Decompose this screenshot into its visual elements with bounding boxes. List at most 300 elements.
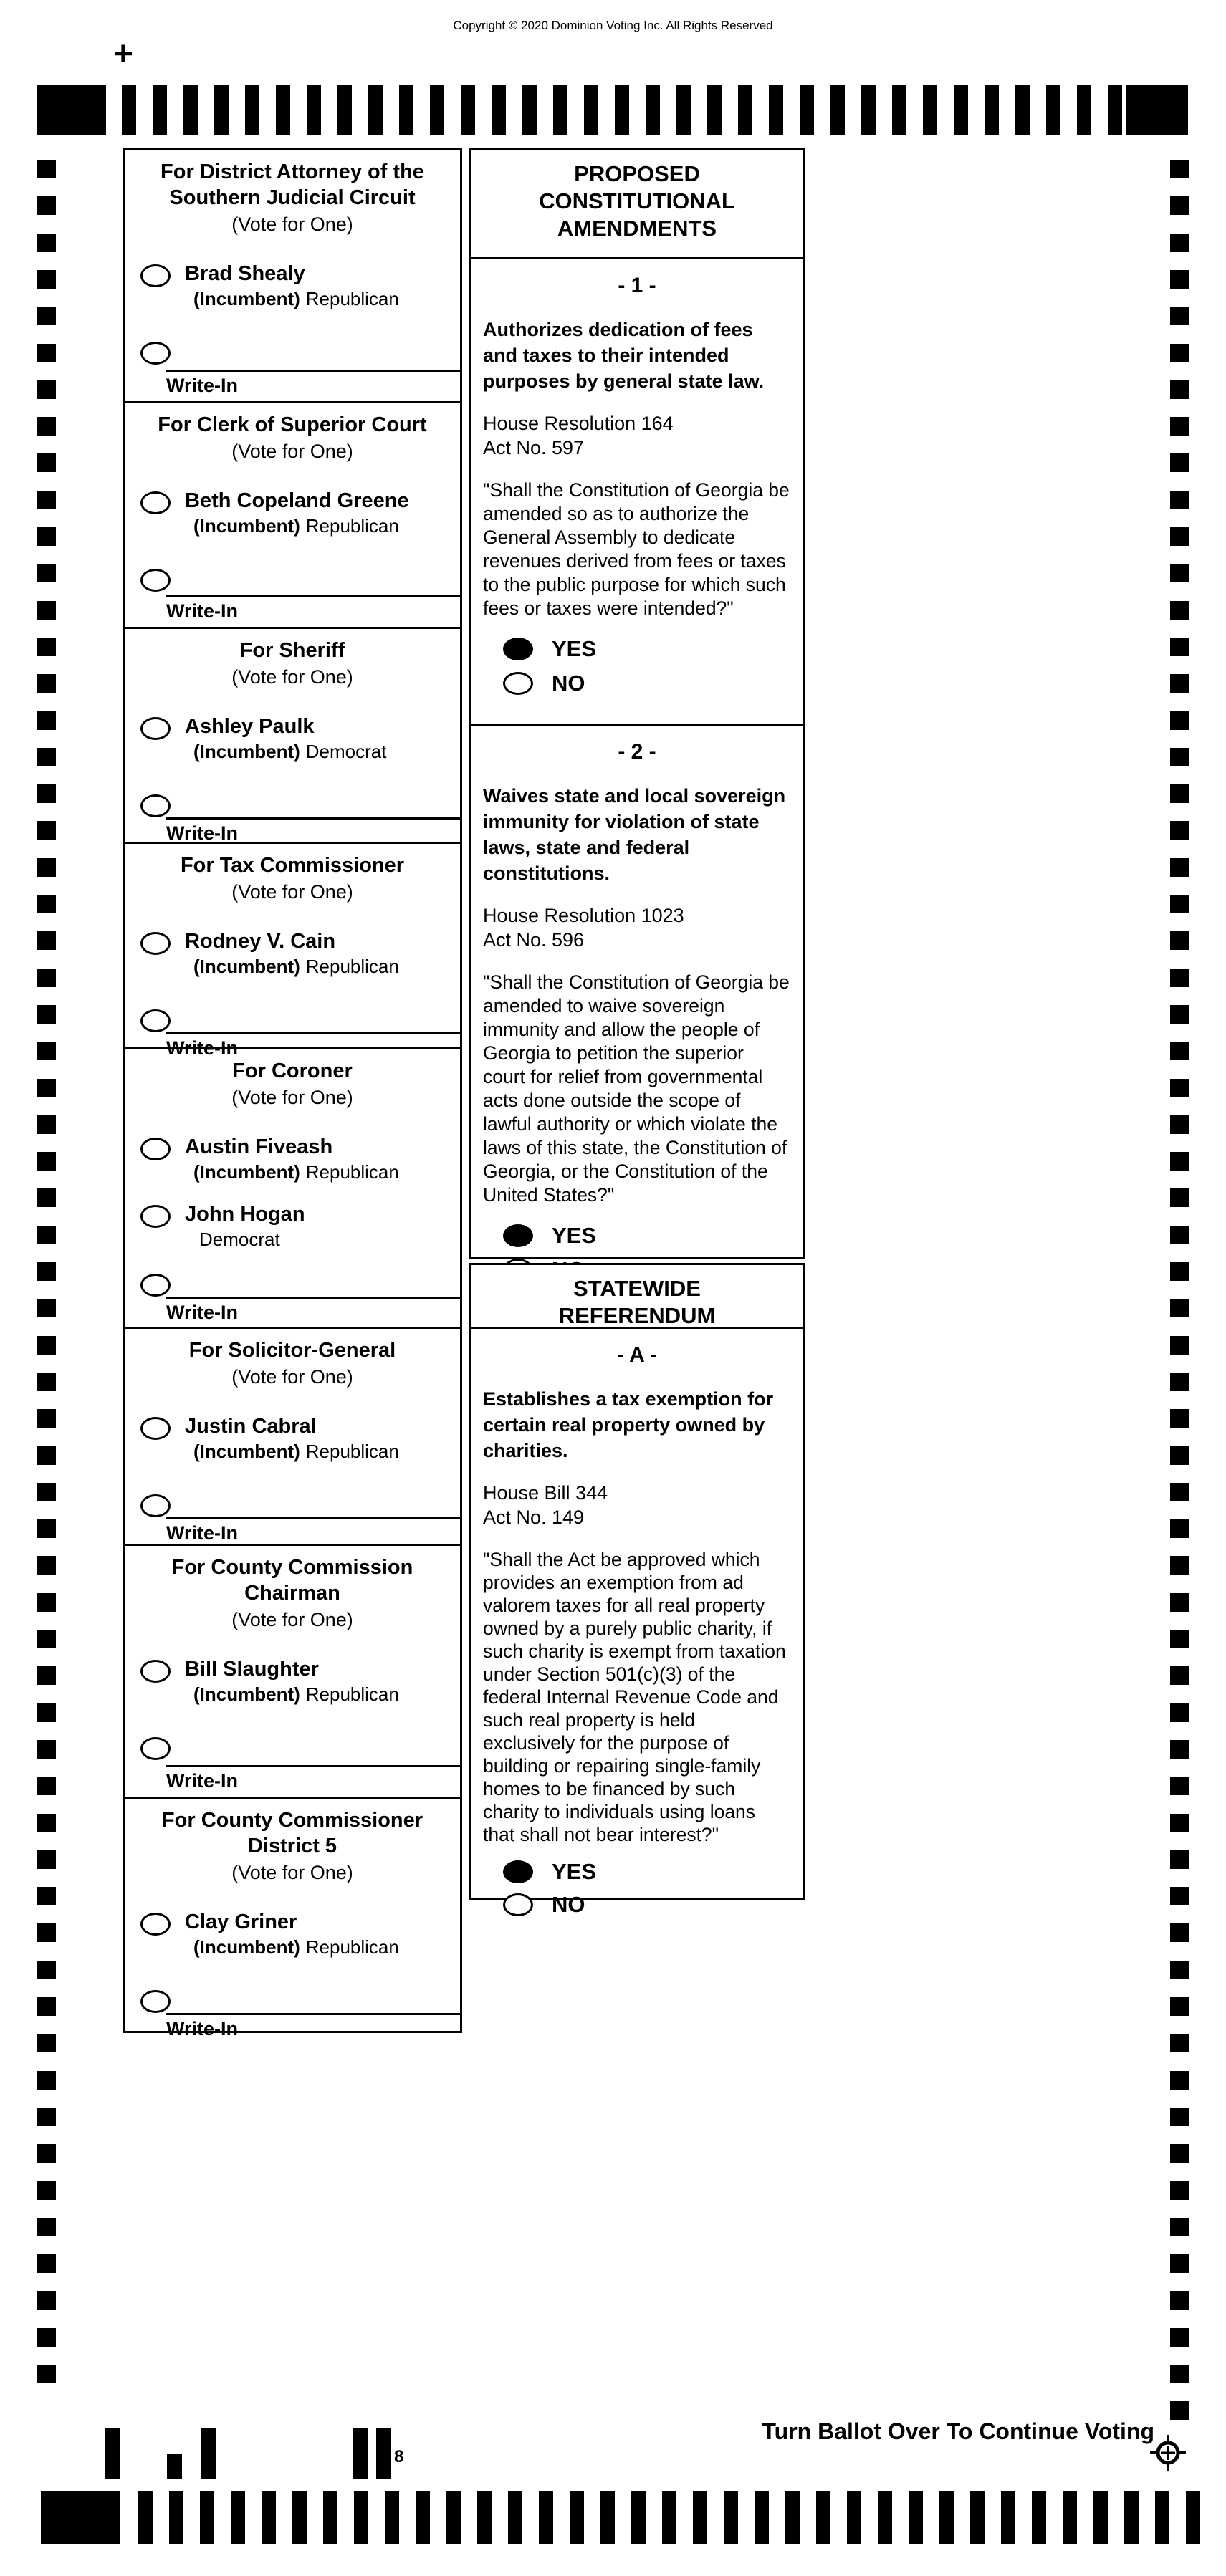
timing-square bbox=[1170, 821, 1189, 840]
timing-square bbox=[37, 601, 56, 620]
write-in-oval[interactable] bbox=[140, 1274, 171, 1297]
write-in-row bbox=[125, 1272, 460, 1297]
timing-square bbox=[1170, 2108, 1189, 2126]
timing-square bbox=[37, 895, 56, 913]
timing-square bbox=[37, 1593, 56, 1612]
timing-square bbox=[1170, 234, 1189, 252]
timing-square bbox=[1170, 1961, 1189, 1979]
timing-block-left bbox=[37, 85, 106, 135]
candidate-row bbox=[125, 489, 460, 537]
timing-square bbox=[37, 1666, 56, 1685]
vote-for-instruction: (Vote for One) bbox=[231, 1366, 353, 1388]
timing-square bbox=[1170, 931, 1189, 950]
timing-mark bbox=[923, 85, 937, 135]
candidate-party: (Incumbent) Republican bbox=[193, 1441, 399, 1462]
timing-square bbox=[37, 748, 56, 766]
timing-square bbox=[37, 2071, 56, 2090]
race-coroner bbox=[125, 1047, 460, 1327]
yes-choice-row bbox=[503, 1859, 791, 1885]
barcode-digit: 8 bbox=[394, 2447, 404, 2466]
referendum-a bbox=[471, 1329, 803, 1917]
no-label: NO bbox=[552, 671, 585, 696]
timing-square bbox=[37, 1483, 56, 1501]
timing-mark bbox=[769, 85, 783, 135]
timing-mark bbox=[307, 85, 321, 135]
timing-mark bbox=[785, 2491, 800, 2544]
measure-number: - A - bbox=[616, 1343, 658, 1367]
timing-square bbox=[1170, 380, 1189, 399]
timing-mark bbox=[909, 2491, 923, 2544]
timing-mark bbox=[492, 85, 506, 135]
timing-mark bbox=[570, 2491, 584, 2544]
timing-square bbox=[1170, 2218, 1189, 2236]
candidate-party: (Incumbent) Republican bbox=[193, 956, 399, 977]
measure-number: - 1 - bbox=[618, 274, 656, 297]
timing-square bbox=[37, 1777, 56, 1795]
timing-square bbox=[1170, 1630, 1189, 1648]
candidate-row bbox=[125, 1415, 460, 1462]
timing-square bbox=[37, 1703, 56, 1722]
timing-square bbox=[1170, 1115, 1189, 1134]
race-title: For Tax Commissioner bbox=[180, 854, 405, 877]
timing-mark bbox=[337, 85, 352, 135]
write-in-area bbox=[166, 1765, 460, 1792]
candidate-name: John Hogan bbox=[185, 1203, 305, 1226]
timing-square bbox=[1170, 858, 1189, 877]
timing-square bbox=[37, 1630, 56, 1648]
timing-square bbox=[37, 821, 56, 840]
yes-choice-row bbox=[503, 636, 791, 662]
write-in-oval[interactable] bbox=[140, 794, 171, 817]
timing-square bbox=[1170, 784, 1189, 803]
timing-square bbox=[37, 2034, 56, 2052]
candidate-oval[interactable] bbox=[140, 1417, 171, 1440]
timing-square bbox=[1170, 1483, 1189, 1501]
timing-square bbox=[1170, 1740, 1189, 1759]
timing-mark bbox=[292, 2491, 307, 2544]
write-in-row bbox=[125, 567, 460, 592]
write-in-row bbox=[125, 1492, 460, 1517]
timing-square bbox=[37, 234, 56, 252]
write-in-area bbox=[166, 2013, 460, 2040]
barcode-bar bbox=[105, 2428, 120, 2479]
candidate-row bbox=[125, 930, 460, 977]
write-in-oval[interactable] bbox=[140, 569, 171, 592]
race-tax-commissioner bbox=[125, 842, 460, 1059]
yes-label: YES bbox=[552, 1859, 597, 1884]
timing-square bbox=[1170, 895, 1189, 913]
timing-mark bbox=[323, 2491, 337, 2544]
timing-square bbox=[37, 1814, 56, 1832]
timing-mark bbox=[830, 85, 845, 135]
timing-square bbox=[37, 1850, 56, 1869]
timing-mark bbox=[430, 85, 444, 135]
candidate-name: Rodney V. Cain bbox=[185, 930, 336, 953]
write-in-oval[interactable] bbox=[140, 1009, 171, 1032]
write-in-oval[interactable] bbox=[140, 342, 171, 365]
timing-mark bbox=[1155, 2491, 1169, 2544]
candidate-party: (Incumbent) Republican bbox=[193, 288, 399, 309]
candidate-oval[interactable] bbox=[140, 1138, 171, 1160]
timing-square bbox=[37, 196, 56, 215]
candidate-oval[interactable] bbox=[140, 717, 171, 740]
timing-mark bbox=[385, 2491, 399, 2544]
write-in-area bbox=[166, 817, 460, 845]
timing-mark bbox=[354, 2491, 368, 2544]
write-in-label: Write-In bbox=[166, 822, 238, 844]
timing-square bbox=[37, 527, 56, 546]
turn-ballot-over-text: Turn Ballot Over To Continue Voting bbox=[762, 2418, 1154, 2444]
timing-mark bbox=[539, 2491, 553, 2544]
timing-block-bottom-left bbox=[41, 2491, 120, 2544]
yes-oval[interactable] bbox=[503, 1860, 533, 1883]
race-county-commission-chairman bbox=[125, 1544, 460, 1797]
timing-mark bbox=[1186, 2491, 1200, 2544]
contest-column bbox=[123, 148, 462, 2039]
timing-square bbox=[1170, 2034, 1189, 2052]
yes-label: YES bbox=[552, 1223, 597, 1248]
timing-square bbox=[1170, 2365, 1189, 2383]
timing-square bbox=[37, 1226, 56, 1244]
timing-square bbox=[1170, 1299, 1189, 1317]
vote-for-instruction: (Vote for One) bbox=[231, 441, 353, 462]
timing-square bbox=[1170, 969, 1189, 987]
race-sheriff bbox=[125, 627, 460, 842]
timing-mark bbox=[892, 85, 906, 135]
barcode-bar bbox=[167, 2454, 182, 2479]
measures-column-referendum bbox=[469, 1263, 805, 1917]
write-in-oval[interactable] bbox=[140, 1990, 171, 2013]
timing-square bbox=[37, 1997, 56, 2016]
referendum-header: STATEWIDE REFERENDUM bbox=[471, 1265, 803, 1329]
timing-mark bbox=[646, 85, 660, 135]
race-title: For Sheriff bbox=[239, 639, 345, 662]
race-title: For District Attorney of the Southern Judicial Circuit bbox=[161, 160, 424, 209]
timing-mark bbox=[1046, 85, 1060, 135]
timing-mark bbox=[1077, 85, 1091, 135]
timing-square bbox=[1170, 2144, 1189, 2163]
timing-square bbox=[1170, 748, 1189, 766]
candidate-row bbox=[125, 1203, 460, 1250]
timing-mark bbox=[693, 2491, 707, 2544]
write-in-label: Write-In bbox=[166, 375, 238, 396]
timing-square bbox=[1170, 1703, 1189, 1722]
race-district-attorney bbox=[125, 150, 460, 401]
candidate-name: Ashley Paulk bbox=[185, 715, 315, 738]
write-in-row bbox=[125, 1007, 460, 1032]
timing-mark bbox=[461, 85, 475, 135]
timing-square bbox=[1170, 2181, 1189, 2200]
timing-square bbox=[37, 491, 56, 509]
timing-square bbox=[37, 2328, 56, 2347]
timing-mark bbox=[122, 85, 136, 135]
race-title: For Solicitor-General bbox=[188, 1339, 396, 1362]
candidate-party: (Incumbent) Democrat bbox=[193, 741, 387, 762]
timing-square bbox=[37, 344, 56, 362]
timing-square bbox=[37, 2291, 56, 2310]
timing-square bbox=[1170, 1188, 1189, 1207]
timing-square bbox=[37, 969, 56, 987]
timing-mark bbox=[707, 85, 722, 135]
timing-square bbox=[1170, 2254, 1189, 2273]
vote-for-instruction: (Vote for One) bbox=[231, 881, 353, 903]
timing-mark bbox=[477, 2491, 492, 2544]
yes-choice-row bbox=[503, 1223, 791, 1249]
vote-for-instruction: (Vote for One) bbox=[231, 213, 353, 235]
timing-mark bbox=[183, 85, 198, 135]
timing-square bbox=[1170, 2291, 1189, 2310]
timing-mark bbox=[755, 2491, 769, 2544]
timing-mark bbox=[1063, 2491, 1077, 2544]
timing-square bbox=[37, 674, 56, 693]
timing-mark bbox=[878, 2491, 892, 2544]
timing-square bbox=[1170, 1850, 1189, 1869]
timing-square bbox=[37, 1336, 56, 1355]
timing-square bbox=[37, 417, 56, 436]
timing-square bbox=[1170, 527, 1189, 546]
timing-square bbox=[37, 2254, 56, 2273]
amendments-header: PROPOSED CONSTITUTIONAL AMENDMENTS bbox=[471, 150, 803, 259]
timing-square bbox=[1170, 1262, 1189, 1281]
timing-mark bbox=[138, 2491, 153, 2544]
race-title: For Coroner bbox=[232, 1059, 353, 1082]
candidate-row bbox=[125, 1658, 460, 1705]
timing-square bbox=[37, 1740, 56, 1759]
timing-square bbox=[1170, 2401, 1189, 2420]
timing-mark bbox=[847, 2491, 861, 2544]
candidate-oval[interactable] bbox=[140, 1660, 171, 1683]
timing-square bbox=[1170, 1409, 1189, 1428]
timing-square bbox=[1170, 1519, 1189, 1538]
timing-square bbox=[1170, 564, 1189, 582]
timing-square bbox=[37, 1519, 56, 1538]
timing-square bbox=[37, 2365, 56, 2383]
race-solicitor-general bbox=[125, 1327, 460, 1544]
candidate-row bbox=[125, 262, 460, 309]
candidate-party: Democrat bbox=[199, 1229, 280, 1250]
candidate-row bbox=[125, 1135, 460, 1183]
timing-mark bbox=[508, 2491, 522, 2544]
write-in-label: Write-In bbox=[166, 1770, 238, 1792]
timing-mark bbox=[584, 85, 598, 135]
write-in-row bbox=[125, 792, 460, 817]
vote-for-instruction: (Vote for One) bbox=[231, 1862, 353, 1883]
timing-square bbox=[37, 307, 56, 325]
candidate-oval[interactable] bbox=[140, 264, 171, 287]
timing-square bbox=[1170, 2071, 1189, 2090]
candidate-party: (Incumbent) Republican bbox=[193, 1161, 399, 1183]
timing-square bbox=[37, 2218, 56, 2236]
timing-square bbox=[37, 270, 56, 289]
barcode-bar bbox=[376, 2428, 391, 2479]
timing-square bbox=[37, 711, 56, 730]
registration-target-icon bbox=[1149, 2434, 1187, 2475]
write-in-area bbox=[166, 595, 460, 623]
candidate-oval[interactable] bbox=[140, 491, 171, 514]
timing-square bbox=[37, 1079, 56, 1097]
timing-mark bbox=[522, 85, 537, 135]
timing-square bbox=[1170, 674, 1189, 693]
timing-mark bbox=[861, 85, 876, 135]
timing-square bbox=[1170, 491, 1189, 509]
timing-square bbox=[1170, 270, 1189, 289]
timing-square bbox=[37, 1961, 56, 1979]
write-in-label: Write-In bbox=[166, 1037, 238, 1059]
timing-square bbox=[37, 1262, 56, 1281]
timing-square bbox=[37, 931, 56, 950]
timing-square bbox=[37, 380, 56, 399]
timing-mark bbox=[1015, 85, 1030, 135]
write-in-area bbox=[166, 370, 460, 397]
timing-square bbox=[1170, 638, 1189, 656]
timing-square bbox=[1170, 160, 1189, 178]
candidate-party: (Incumbent) Republican bbox=[193, 1936, 399, 1958]
write-in-oval[interactable] bbox=[140, 1494, 171, 1517]
barcode-bar bbox=[201, 2428, 216, 2479]
timing-mark bbox=[662, 2491, 676, 2544]
candidate-oval[interactable] bbox=[140, 1913, 171, 1936]
timing-square bbox=[1170, 1777, 1189, 1795]
timing-square bbox=[1170, 601, 1189, 620]
timing-square bbox=[1170, 1814, 1189, 1832]
timing-square bbox=[1170, 453, 1189, 472]
timing-mark bbox=[446, 2491, 461, 2544]
timing-square bbox=[1170, 1666, 1189, 1685]
registration-plus-mark: + bbox=[113, 35, 134, 73]
barcode-bar bbox=[353, 2428, 368, 2479]
timing-square bbox=[37, 2144, 56, 2163]
vote-for-instruction: (Vote for One) bbox=[231, 666, 353, 688]
timing-square bbox=[37, 1042, 56, 1060]
timing-mark bbox=[985, 85, 999, 135]
candidate-name: Justin Cabral bbox=[185, 1415, 317, 1438]
no-label: NO bbox=[552, 1892, 585, 1917]
no-oval[interactable] bbox=[503, 672, 533, 695]
no-choice-row bbox=[503, 1892, 791, 1918]
write-in-label: Write-In bbox=[166, 2018, 238, 2039]
measures-column-amendments bbox=[469, 148, 805, 1259]
copyright-text: Copyright © 2020 Dominion Voting Inc. All Rights Reserved bbox=[453, 19, 773, 32]
timing-square bbox=[1170, 1593, 1189, 1612]
timing-square bbox=[1170, 1556, 1189, 1575]
write-in-area bbox=[166, 1297, 460, 1324]
timing-mark bbox=[169, 2491, 183, 2544]
timing-mark bbox=[200, 2491, 214, 2544]
candidate-party: (Incumbent) Republican bbox=[193, 515, 399, 537]
timing-square bbox=[1170, 2328, 1189, 2347]
timing-square bbox=[1170, 1887, 1189, 1905]
timing-square bbox=[1170, 196, 1189, 215]
timing-square bbox=[1170, 344, 1189, 362]
timing-square bbox=[1170, 1373, 1189, 1391]
timing-mark bbox=[262, 2491, 276, 2544]
measure-authority: House Resolution 1023 Act No. 596 bbox=[483, 905, 684, 951]
timing-mark bbox=[231, 2491, 245, 2544]
candidate-oval[interactable] bbox=[140, 932, 171, 955]
timing-square bbox=[37, 453, 56, 472]
vote-for-instruction: (Vote for One) bbox=[231, 1087, 353, 1108]
race-title: For County Commission Chairman bbox=[171, 1556, 413, 1605]
timing-block-right bbox=[1126, 85, 1188, 135]
timing-mark bbox=[1124, 2491, 1139, 2544]
race-clerk-superior-court bbox=[125, 401, 460, 627]
measure-summary: Establishes a tax exemption for certain real property owned by charities. bbox=[483, 1388, 774, 1461]
timing-square bbox=[1170, 307, 1189, 325]
write-in-label: Write-In bbox=[166, 1302, 238, 1323]
timing-square bbox=[37, 1556, 56, 1575]
timing-square bbox=[1170, 1005, 1189, 1024]
candidate-name: Bill Slaughter bbox=[185, 1658, 319, 1681]
timing-mark bbox=[214, 85, 229, 135]
candidate-row bbox=[125, 1911, 460, 1958]
measure-number: - 2 - bbox=[618, 740, 656, 764]
candidate-row bbox=[125, 715, 460, 762]
candidate-name: Beth Copeland Greene bbox=[185, 489, 409, 512]
write-in-row bbox=[125, 340, 460, 365]
yes-oval[interactable] bbox=[503, 1224, 533, 1247]
measure-summary: Waives state and local sovereign immunity for violation of state laws, state and federal constitutions. bbox=[483, 785, 786, 884]
timing-square bbox=[37, 1373, 56, 1391]
race-title: For County Commissioner District 5 bbox=[161, 1809, 423, 1857]
timing-mark bbox=[368, 85, 383, 135]
timing-mark bbox=[399, 85, 413, 135]
timing-mark bbox=[954, 85, 968, 135]
timing-square bbox=[1170, 1079, 1189, 1097]
race-title: For Clerk of Superior Court bbox=[158, 413, 427, 436]
candidate-name: Clay Griner bbox=[185, 1911, 297, 1933]
write-in-row bbox=[125, 1735, 460, 1760]
timing-mark bbox=[816, 2491, 830, 2544]
timing-mark bbox=[416, 2491, 430, 2544]
timing-mark bbox=[553, 85, 567, 135]
timing-square bbox=[37, 784, 56, 803]
candidate-oval[interactable] bbox=[140, 1205, 171, 1228]
timing-mark bbox=[970, 2491, 985, 2544]
timing-square bbox=[37, 1299, 56, 1317]
measure-summary: Authorizes dedication of fees and taxes to their intended purposes by general state law. bbox=[483, 319, 765, 392]
timing-square bbox=[37, 2181, 56, 2200]
write-in-row bbox=[125, 1988, 460, 2013]
write-in-oval[interactable] bbox=[140, 1737, 171, 1760]
yes-label: YES bbox=[552, 636, 597, 661]
write-in-label: Write-In bbox=[166, 1522, 238, 1544]
timing-mark bbox=[1001, 2491, 1015, 2544]
measure-authority: House Bill 344 Act No. 149 bbox=[483, 1482, 608, 1528]
timing-mark bbox=[276, 85, 290, 135]
timing-square bbox=[37, 2108, 56, 2126]
timing-mark bbox=[724, 2491, 738, 2544]
write-in-area bbox=[166, 1517, 460, 1544]
timing-square bbox=[37, 1188, 56, 1207]
timing-square bbox=[1170, 1923, 1189, 1942]
timing-square bbox=[1170, 1336, 1189, 1355]
timing-square bbox=[37, 1887, 56, 1905]
no-choice-row bbox=[503, 671, 791, 696]
yes-oval[interactable] bbox=[503, 638, 533, 660]
timing-mark bbox=[600, 2491, 615, 2544]
timing-mark bbox=[738, 85, 752, 135]
timing-square bbox=[1170, 417, 1189, 436]
timing-square bbox=[1170, 1446, 1189, 1465]
timing-mark bbox=[245, 85, 259, 135]
timing-mark bbox=[676, 85, 691, 135]
timing-mark bbox=[1108, 85, 1122, 135]
no-oval[interactable] bbox=[503, 1893, 533, 1916]
measure-question: "Shall the Constitution of Georgia be amended so as to authorize the General Assembly to dedicate revenues derived from fees or taxes to the public purpose for which such fees or taxes were intended?" bbox=[483, 479, 790, 619]
timing-square bbox=[37, 160, 56, 178]
timing-square bbox=[1170, 1152, 1189, 1171]
timing-square bbox=[37, 638, 56, 656]
